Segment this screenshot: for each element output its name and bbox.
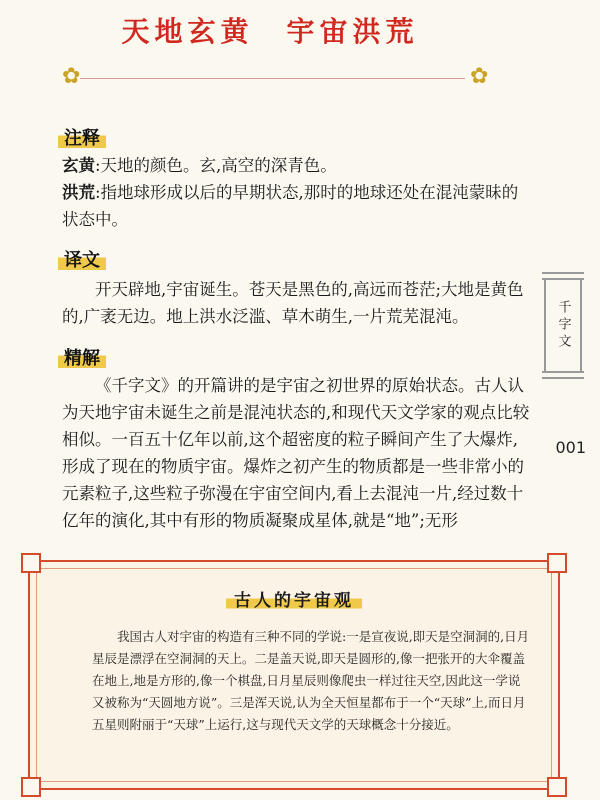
notes-body bbox=[62, 152, 532, 233]
notes-heading: 注释 bbox=[58, 124, 106, 150]
analysis-body bbox=[62, 372, 532, 534]
note-term: 玄黄 bbox=[62, 156, 95, 175]
note-item bbox=[62, 152, 532, 179]
page-title: 天地玄黄 宇宙洪荒 bbox=[121, 15, 419, 48]
sidebar-box bbox=[28, 560, 560, 790]
box-corner-ornament bbox=[547, 777, 567, 797]
translation-text: 开天辟地,宇宙诞生。苍天是黑色的,高远而苍茫;大地是黄色的,广袤无边。地上洪水泛滥、草木萌生,一片荒芜混沌。 bbox=[62, 280, 524, 326]
title-divider bbox=[80, 78, 465, 79]
note-text: :天地的颜色。玄,高空的深青色。 bbox=[95, 156, 337, 175]
box-corner-ornament bbox=[21, 553, 41, 573]
note-text: :指地球形成以后的早期状态,那时的地球还处在混沌蒙昧的状态中。 bbox=[62, 183, 519, 229]
flower-ornament-icon: ✿ bbox=[62, 64, 81, 89]
flower-ornament-icon: ✿ bbox=[470, 64, 489, 89]
translation-heading: 译文 bbox=[58, 246, 106, 272]
analysis-text: 《千字文》的开篇讲的是宇宙之初世界的原始状态。古人认为天地宇宙未诞生之前是混沌状态的,和现代天文学家的观点比较相似。一百五十亿年以前,这个超密度的粒子瞬间产生了大爆炸,形成了现在的物质宇宙。爆炸之初产生的物质都是一些非常小的元素粒子,这些粒子弥漫在宇宙空间内,看上去混沌一片,经过数十亿年的演化,其中有形的物质凝聚成星体,就是“地”;无形 bbox=[62, 376, 530, 530]
analysis-heading: 精解 bbox=[58, 344, 106, 370]
note-term: 洪荒 bbox=[62, 183, 95, 202]
side-title: 千字文 bbox=[555, 300, 571, 351]
box-text: 我国古人对宇宙的构造有三种不同的学说:一是宣夜说,即天是空洞洞的,日月星辰是漂浮在空洞洞的天上。二是盖天说,即天是圆形的,像一把张开的大伞覆盖在地上,地是方形的,像一个棋盘,日月星辰则像爬虫一样过往天空,因此这一学说又被称为“天圆地方说”。三是浑天说,认为全天恒星都布于一个“天球”上,而日月五星则附丽于“天球”上运行,这与现代天文学的天球概念十分接近。 bbox=[92, 629, 530, 732]
note-item bbox=[62, 179, 532, 233]
box-title-text: 古人的宇宙观 bbox=[226, 586, 362, 611]
box-body bbox=[92, 626, 532, 736]
box-corner-ornament bbox=[21, 777, 41, 797]
side-tab-cap bbox=[542, 371, 584, 379]
translation-body bbox=[62, 276, 532, 330]
box-title bbox=[30, 586, 558, 611]
page-number: 001 bbox=[555, 438, 586, 457]
box-corner-ornament bbox=[547, 553, 567, 573]
side-tab-cap bbox=[542, 272, 584, 280]
side-tab bbox=[544, 278, 582, 373]
